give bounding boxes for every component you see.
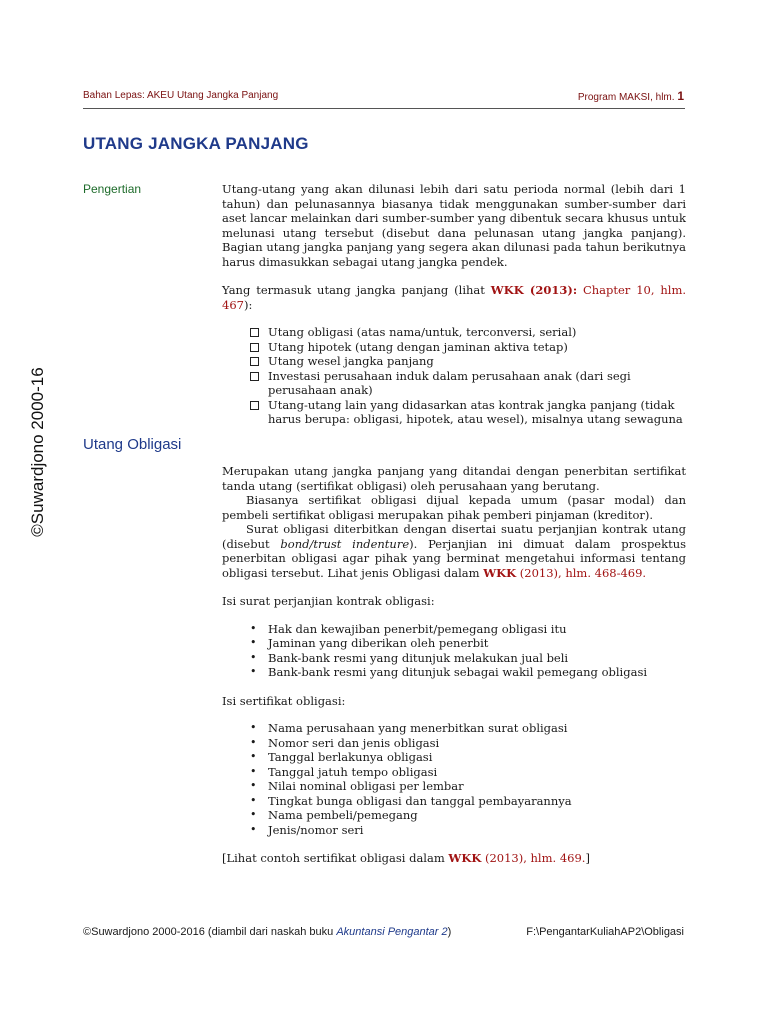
- section-label-pengertian: Pengertian: [83, 182, 142, 196]
- page-number: 1: [677, 89, 684, 103]
- header-right: [578, 89, 684, 103]
- list-item: [222, 398, 686, 427]
- list-item: [222, 651, 686, 666]
- footer-left: [83, 926, 451, 938]
- list-item-text: Tanggal berlakunya obligasi: [268, 750, 433, 764]
- section-pengertian: [222, 182, 686, 427]
- reference-text: (2013), hlm. 468-469.: [516, 565, 647, 580]
- list-item: [222, 665, 686, 680]
- footer-close: ): [447, 926, 452, 938]
- bullet-icon: •: [250, 808, 257, 821]
- list-item: [222, 736, 686, 751]
- list-item: [222, 779, 686, 794]
- list-item-text: Nama perusahaan yang menerbitkan surat obligasi: [268, 721, 568, 735]
- list-item: [222, 354, 686, 369]
- list-item-text: Jenis/nomor seri: [268, 822, 364, 837]
- list-item: [222, 765, 686, 780]
- page-title: UTANG JANGKA PANJANG: [83, 134, 309, 153]
- bullet-icon: •: [250, 650, 257, 664]
- header-left: Bahan Lepas: AKEU Utang Jangka Panjang: [83, 90, 279, 101]
- list-item: [222, 636, 686, 651]
- pengertian-intro-end: ):: [243, 297, 253, 312]
- obligasi-paragraph-3-text: Surat obligasi diterbitkan dengan disertai suatu perjanjian kontrak utang (disebut: [222, 522, 686, 551]
- reference-bold: WKK: [448, 851, 482, 865]
- bullet-icon: •: [250, 764, 257, 778]
- footer-file-path: F:\PengantarKuliahAP2\Obligasi: [526, 926, 684, 938]
- checkbox-icon: [250, 325, 264, 341]
- header-divider: [83, 108, 685, 109]
- footer-copyright: ©Suwardjono 2000-2016 (diambil dari naskah buku: [83, 926, 337, 938]
- kontrak-list: [222, 622, 686, 680]
- sertifikat-list: [222, 721, 686, 837]
- bullet-icon: •: [250, 822, 257, 836]
- obligasi-paragraph-2: Biasanya sertifikat obligasi dijual kepada umum (pasar modal) dan pembeli sertifikat obligasi merupakan pihak pemberi pinjaman (kreditor).: [222, 493, 686, 522]
- obligasi-paragraph-3-cont: ). Perjanjian ini dimuat dalam prospektus penerbitan obligasi agar pihak yang berminat mengetahui informasi tentang obligasi tersebut. Lihat jenis Obligasi dalam: [222, 536, 687, 580]
- list-item-text: Utang obligasi (atas nama/untuk, terconversi, serial): [268, 325, 577, 339]
- bullet-icon: •: [250, 721, 257, 734]
- reference-text: (2013), hlm. 469.: [481, 851, 586, 865]
- list-item-text: Hak dan kewajiban penerbit/pemegang obligasi itu: [268, 621, 567, 636]
- list-item: [222, 325, 686, 340]
- italic-term: bond/trust indenture: [280, 536, 410, 551]
- list-item: [222, 823, 686, 838]
- list-item-text: Tanggal jatuh tempo obligasi: [268, 764, 438, 779]
- checkbox-icon: [250, 398, 264, 414]
- list-item-text: Jaminan yang diberikan oleh penerbit: [268, 636, 489, 650]
- checkbox-icon: [250, 369, 264, 385]
- section-obligasi: [222, 464, 686, 866]
- obligasi-paragraph-3: [222, 522, 686, 580]
- list-item-text: Nilai nominal obligasi per lembar: [268, 779, 464, 793]
- bullet-icon: •: [250, 750, 257, 763]
- list-item: [222, 340, 686, 355]
- bullet-icon: •: [250, 665, 257, 678]
- section-heading-obligasi: Utang Obligasi: [83, 436, 182, 453]
- list-item-text: Utang hipotek (utang dengan jaminan aktiva tetap): [268, 339, 568, 354]
- bullet-icon: •: [250, 793, 257, 807]
- footer-book-title: Akuntansi Pengantar 2: [336, 926, 448, 938]
- list-item-text: Bank-bank resmi yang ditunjuk melakukan jual beli: [268, 650, 569, 665]
- bullet-icon: •: [250, 636, 257, 649]
- sertifikat-intro: Isi sertifikat obligasi:: [222, 693, 346, 708]
- list-item-text: Nama pembeli/pemegang: [268, 808, 418, 822]
- reference-bold: WKK: [483, 565, 517, 580]
- obligasi-paragraph-1: Merupakan utang jangka panjang yang ditandai dengan penerbitan sertifikat tanda utang (sertifikat obligasi) oleh perusahaan yang berutang.: [222, 464, 686, 493]
- list-item-text: Tingkat bunga obligasi dan tanggal pembayarannya: [268, 793, 572, 808]
- bullet-icon: •: [250, 621, 257, 635]
- list-item: [222, 794, 686, 809]
- list-item-text: Nomor seri dan jenis obligasi: [268, 735, 440, 750]
- pengertian-intro: [222, 283, 686, 312]
- reference-bold: WKK (2013):: [490, 283, 578, 297]
- list-item: [222, 369, 686, 398]
- side-copyright-text: ©Suwardjono 2000-16: [28, 367, 47, 537]
- list-item: [222, 750, 686, 765]
- contoh-note: [222, 851, 686, 866]
- list-item-text: Utang wesel jangka panjang: [268, 354, 434, 368]
- bullet-icon: •: [250, 779, 257, 792]
- list-item: [222, 808, 686, 823]
- list-item-text: Investasi perusahaan induk dalam perusahaan anak (dari segi perusahaan anak): [268, 368, 631, 397]
- list-item: [222, 721, 686, 736]
- pengertian-paragraph: Utang-utang yang akan dilunasi lebih dari satu perioda normal (lebih dari 1 tahun) dan pelunasannya biasanya tidak menggunakan sumber-sumber dari aset lancar melainkan dari sumber-sumber yang dibentuk secara khusus untuk melunasi utang tersebut (disebut dana pelunasan utang jangka panjang). Bagian utang jangka panjang yang segera akan dilunasi pada tahun berikutnya harus dimasukkan sebagai utang jangka pendek.: [222, 182, 686, 269]
- reference-text: Chapter 10, hlm. 467: [222, 283, 687, 312]
- list-item-text: Bank-bank resmi yang ditunjuk sebagai wakil pemegang obligasi: [268, 665, 648, 679]
- list-item: [222, 622, 686, 637]
- pengertian-intro-text: Yang termasuk utang jangka panjang (lihat: [222, 283, 491, 297]
- header-program: Program MAKSI, hlm.: [577, 92, 675, 103]
- contoh-note-end: ]: [585, 851, 590, 865]
- list-item-text: Utang-utang lain yang didasarkan atas kontrak jangka panjang (tidak harus berupa: obligasi, hipotek, atau wesel), misalnya utang sewaguna: [268, 397, 683, 426]
- contoh-note-text: [Lihat contoh sertifikat obligasi dalam: [222, 851, 449, 865]
- bullet-icon: •: [250, 735, 257, 749]
- checkbox-icon: [250, 340, 264, 356]
- checkbox-icon: [250, 354, 264, 370]
- pengertian-list: [222, 325, 686, 427]
- kontrak-intro: Isi surat perjanjian kontrak obligasi:: [222, 594, 435, 608]
